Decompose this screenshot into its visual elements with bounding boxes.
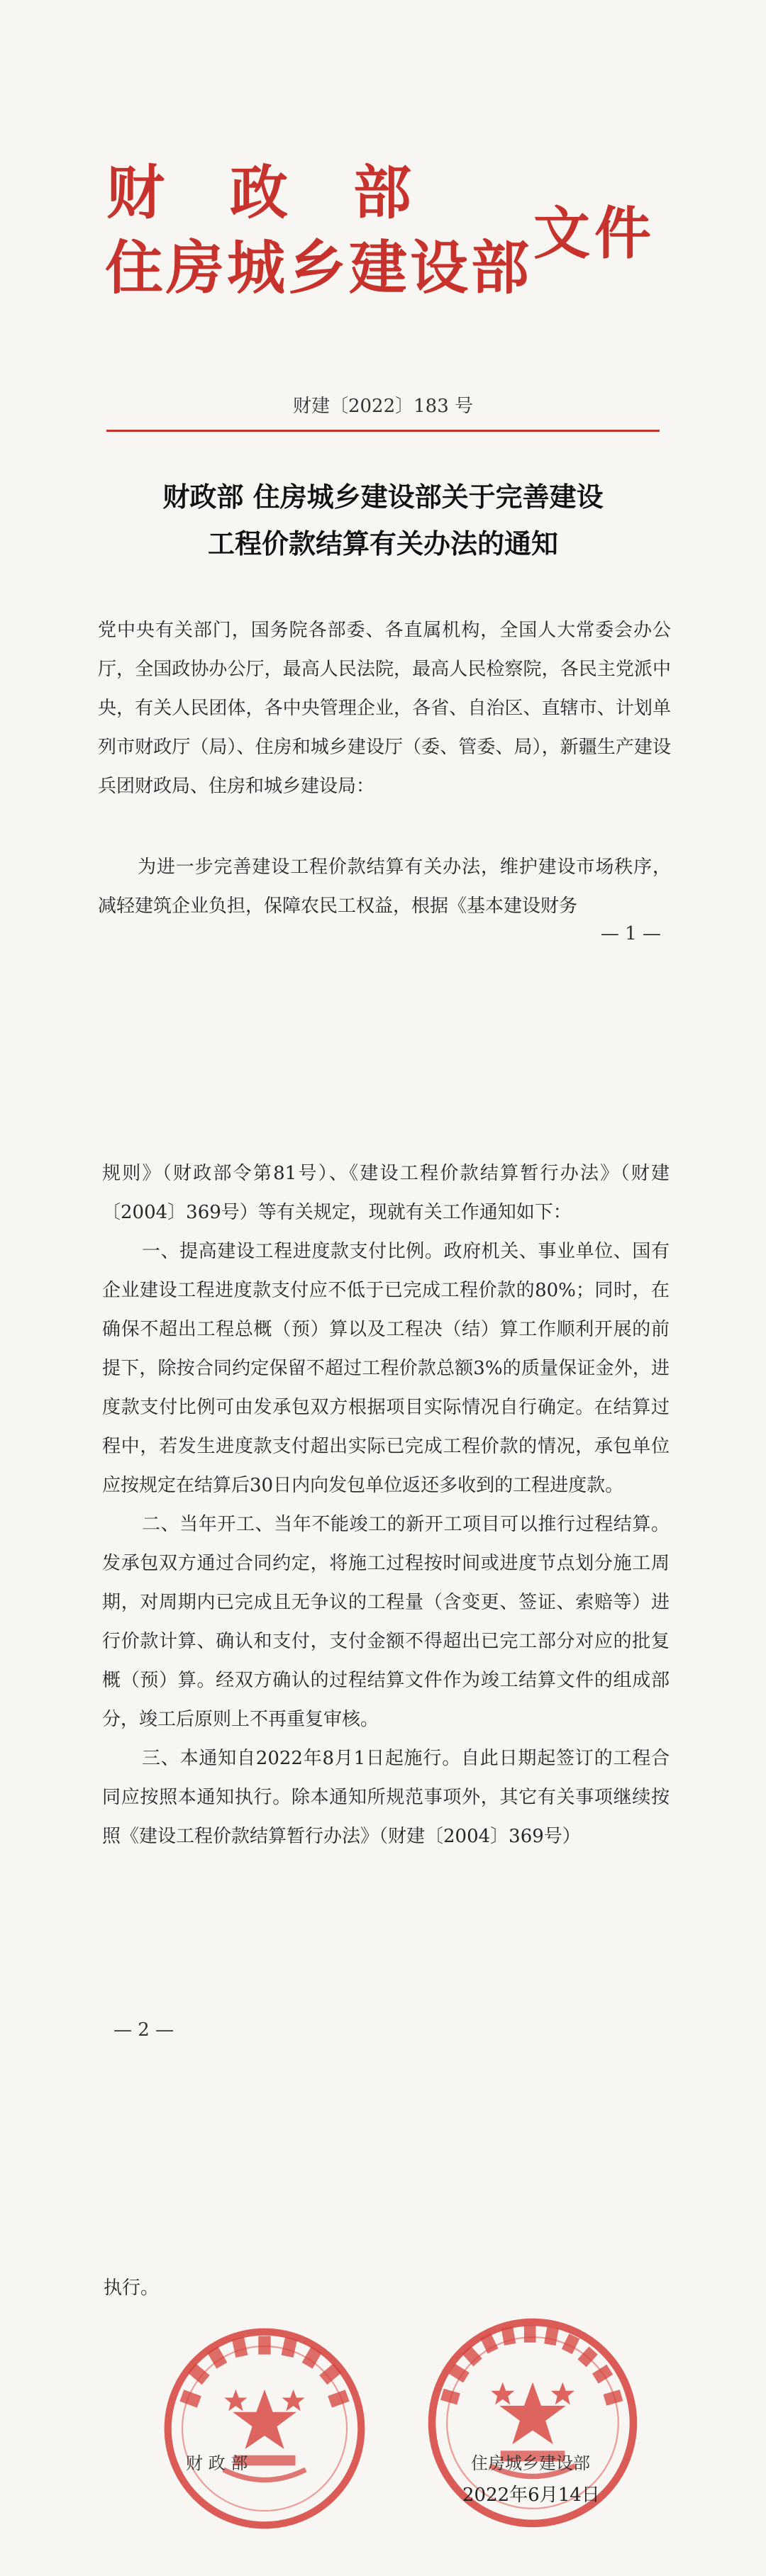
ministry-of-finance-seal-icon bbox=[162, 2326, 367, 2531]
recipients-paragraph: 党中央有关部门，国务院各部委、各直属机构，全国人大常委会办公厅，全国政协办公厅，最高人民法院，最高人民检察院，各民主党派中央，有关人民团体，各中央管理企业，各省、自治区、直辖市、计划单列市财政厅（局）、住房和城乡建设厅（委、管委、局），新疆生产建设兵团财政局、住房和城乡建设局： bbox=[98, 620, 671, 797]
page-2-body bbox=[102, 1154, 670, 1856]
signatory-1-name: 财 政 部 bbox=[186, 2453, 248, 2473]
page-number-1: — 1 — bbox=[600, 923, 661, 944]
red-divider bbox=[106, 430, 660, 432]
issuer-line-2: 住房城乡建设部 bbox=[105, 235, 533, 302]
document-page-1 bbox=[0, 0, 766, 1106]
doc-type-label: 文件 bbox=[533, 201, 655, 267]
item-2-paragraph: 二、当年开工、当年不能竣工的新开工项目可以推行过程结算。发承包双方通过合同约定，将施工过程按时间或进度节点划分施工周期，对周期内已完成且无争议的工程量（含变更、签证、索赔等）进行价款计算、确认和支付，支付金额不得超出已完工部分对应的批复概（预）算。经双方确认的过程结算文件作为竣工结算文件的组成部分，竣工后原则上不再重复审核。 bbox=[102, 1514, 670, 1730]
item-3-paragraph: 三、本通知自2022年8月1日起施行。自此日期起签订的工程合同应按照本通知执行。除本通知所规范事项外，其它有关事项继续按照《建设工程价款结算暂行办法》（财建〔2004〕369号） bbox=[102, 1748, 670, 1847]
signatory-2-name: 住房城乡建设部 bbox=[471, 2453, 590, 2473]
issuer-line-1: 财政部 bbox=[106, 160, 477, 227]
item-1-paragraph: 一、提高建设工程进度款支付比例。政府机关、事业单位、国有企业建设工程进度款支付应不低于已完成工程价款的80%；同时，在确保不超出工程总概（预）算以及工程决（结）算工作顺利开展的前提下，除按合同约定保留不超过工程价款总额3%的质量保证金外，进度款支付比例可由发承包双方根据项目实际情况自行确定。在结算过程中，若发生进度款支付超出实际已完成工程价款的情况，承包单位应按规定在结算后30日内向发包单位返还多收到的工程进度款。 bbox=[102, 1241, 670, 1496]
closing-text: 执行。 bbox=[104, 2277, 160, 2299]
issue-date: 2022年6月14日 bbox=[462, 2485, 600, 2506]
doc-title-line-2: 工程价款结算有关办法的通知 bbox=[207, 528, 558, 559]
document-page-3 bbox=[0, 2127, 766, 2576]
page-number-2: — 2 — bbox=[113, 2019, 174, 2041]
document-number: 财建〔2022〕183 号 bbox=[292, 396, 474, 417]
continuation-paragraph: 规则》（财政部令第81号）、《建设工程价款结算暂行办法》（财建〔2004〕369号）等有关规定，现就有关工作通知如下： bbox=[102, 1163, 670, 1223]
doc-title-line-1: 财政部 住房城乡建设部关于完善建设 bbox=[162, 481, 604, 513]
intro-paragraph: 为进一步完善建设工程价款结算有关办法，维护建设市场秩序，减轻建筑企业负担，保障农民工权益，根据《基本建设财务 bbox=[98, 857, 671, 917]
